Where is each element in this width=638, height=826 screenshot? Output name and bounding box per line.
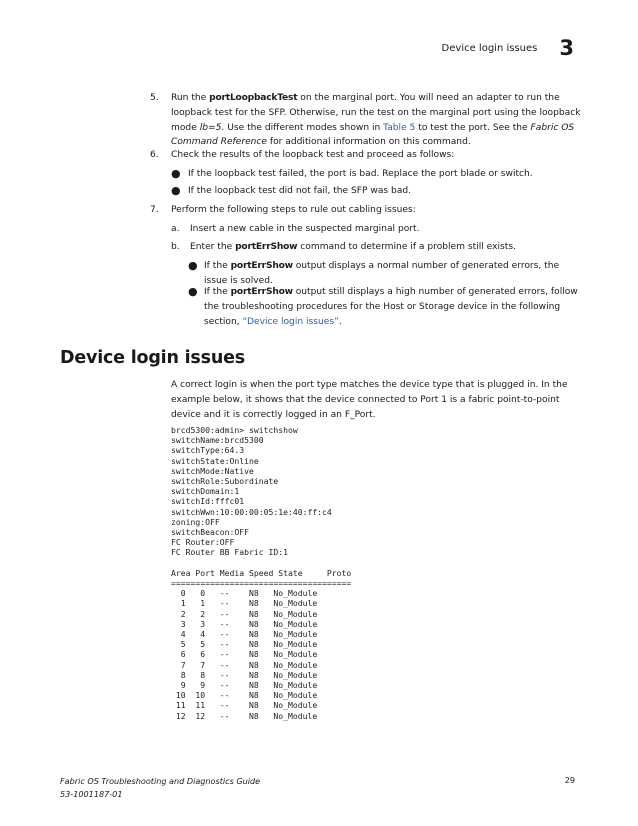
- step-7: [150, 203, 590, 218]
- list-item: ● If the portErrShow output still displays a high number of generated errors, follow the troubleshooting procedures for the Host or Storage device in the following section, “Device login issues”.: [188, 285, 578, 327]
- command-porterrshow: portErrShow: [230, 261, 293, 271]
- footer-doc-title: Fabric OS Troubleshooting and Diagnostics Guide: [60, 776, 261, 786]
- substep-b: b. Enter the portErrShow command to determine if a problem still exists.: [171, 240, 581, 255]
- code-line: switchMode:Native: [171, 465, 254, 476]
- table-5-link[interactable]: Table 5: [383, 122, 416, 133]
- running-header: [442, 38, 574, 59]
- bullet-icon: ●: [171, 184, 181, 197]
- code-line: 7 7 -- N8 No_Module: [171, 659, 318, 670]
- substep-letter: b.: [171, 242, 180, 252]
- code-line: =====================================: [171, 578, 352, 589]
- code-line: switchRole:Subordinate: [171, 476, 279, 487]
- footer: [60, 775, 260, 800]
- step-text: Perform the following steps to rule out cabling issues:: [171, 205, 416, 215]
- code-line: switchName:brcd5300: [171, 435, 264, 446]
- substep-a: a. Insert a new cable in the suspected marginal port.: [171, 222, 581, 237]
- step-number: 6.: [150, 150, 159, 160]
- code-line: switchDomain:1: [171, 486, 240, 497]
- header-section-title: Device login issues: [441, 43, 538, 54]
- step-5: [150, 91, 590, 150]
- footer-doc-number: 53-1001187-01: [60, 788, 123, 799]
- code-line: switchState:Online: [171, 455, 259, 466]
- code-line: zoning:OFF: [171, 516, 220, 527]
- code-line: 8 8 -- N8 No_Module: [171, 669, 318, 680]
- code-line: 11 11 -- N8 No_Module: [171, 700, 318, 711]
- code-line: [171, 558, 351, 568]
- code-line: 9 9 -- N8 No_Module: [171, 680, 318, 691]
- code-line: 3 3 -- N8 No_Module: [171, 618, 318, 629]
- code-line: FC Router:OFF: [171, 537, 235, 548]
- code-line: 4 4 -- N8 No_Module: [171, 629, 318, 640]
- code-line: switchId:fffc01: [171, 496, 245, 507]
- list-item: ● If the loopback test failed, the port is bad. Replace the port blade or switch.: [171, 167, 533, 180]
- section-heading: Device login issues: [60, 348, 246, 368]
- code-line: switchType:64.3: [171, 445, 245, 456]
- bullet-icon: ●: [188, 285, 198, 298]
- bullet-icon: ●: [188, 259, 198, 272]
- step-text: Run the portLoopbackTest on the marginal port. You will need an adapter to run the loopback test for the SFP. Otherwise, run the test on the marginal port using the loopback mode lb=5. Use the different modes shown in Table 5 to test the port. See the Fabric OS Command Reference for additional information on this command.: [171, 93, 581, 148]
- code-line: 1 1 -- N8 No_Module: [171, 598, 318, 609]
- code-line: 12 12 -- N8 No_Module: [171, 710, 318, 721]
- substep-letter: a.: [171, 224, 180, 234]
- code-line: 5 5 -- N8 No_Module: [171, 639, 318, 650]
- code-line: 10 10 -- N8 No_Module: [171, 690, 318, 701]
- code-line: 0 0 -- N8 No_Module: [171, 588, 318, 599]
- chapter-number: 3: [559, 36, 574, 60]
- page-number: 29: [564, 775, 575, 785]
- list-item: ● If the loopback test did not fail, the SFP was bad.: [171, 184, 412, 197]
- list-item: ● If the portErrShow output displays a normal number of generated errors, the issue is solved.: [188, 259, 560, 286]
- code-line: Area Port Media Speed State Proto: [171, 567, 352, 578]
- device-login-issues-link[interactable]: “Device login issues”: [242, 316, 339, 327]
- code-line: switchBeacon:OFF: [171, 527, 249, 538]
- code-block: [171, 425, 351, 721]
- loopback-mode: lb=5: [199, 122, 222, 133]
- step-text: Check the results of the loopback test and proceed as follows:: [171, 150, 455, 160]
- code-line: switchWwn:10:00:00:05:1e:40:ff:c4: [171, 506, 332, 517]
- code-line: 2 2 -- N8 No_Module: [171, 608, 318, 619]
- bullet-icon: ●: [171, 167, 181, 180]
- code-line: 6 6 -- N8 No_Module: [171, 649, 318, 660]
- code-line: FC Router BB Fabric ID:1: [171, 547, 288, 558]
- section-intro: A correct login is when the port type matches the device type that is plugged in. In the example below, it shows that the device connected to Port 1 is a fabric point-to-point device and it is correctly logged in an F_Port.: [171, 380, 568, 420]
- code-line: brcd5300:admin> switchshow: [171, 425, 298, 435]
- command-porterrshow: portErrShow: [235, 242, 298, 252]
- command-porterrshow: portErrShow: [230, 287, 293, 297]
- step-number: 5.: [150, 93, 159, 103]
- reference-title: Fabric OS Command Reference: [171, 122, 575, 148]
- step-6: [150, 148, 590, 163]
- command-portloopbacktest: portLoopbackTest: [209, 93, 298, 103]
- step-number: 7.: [150, 205, 159, 215]
